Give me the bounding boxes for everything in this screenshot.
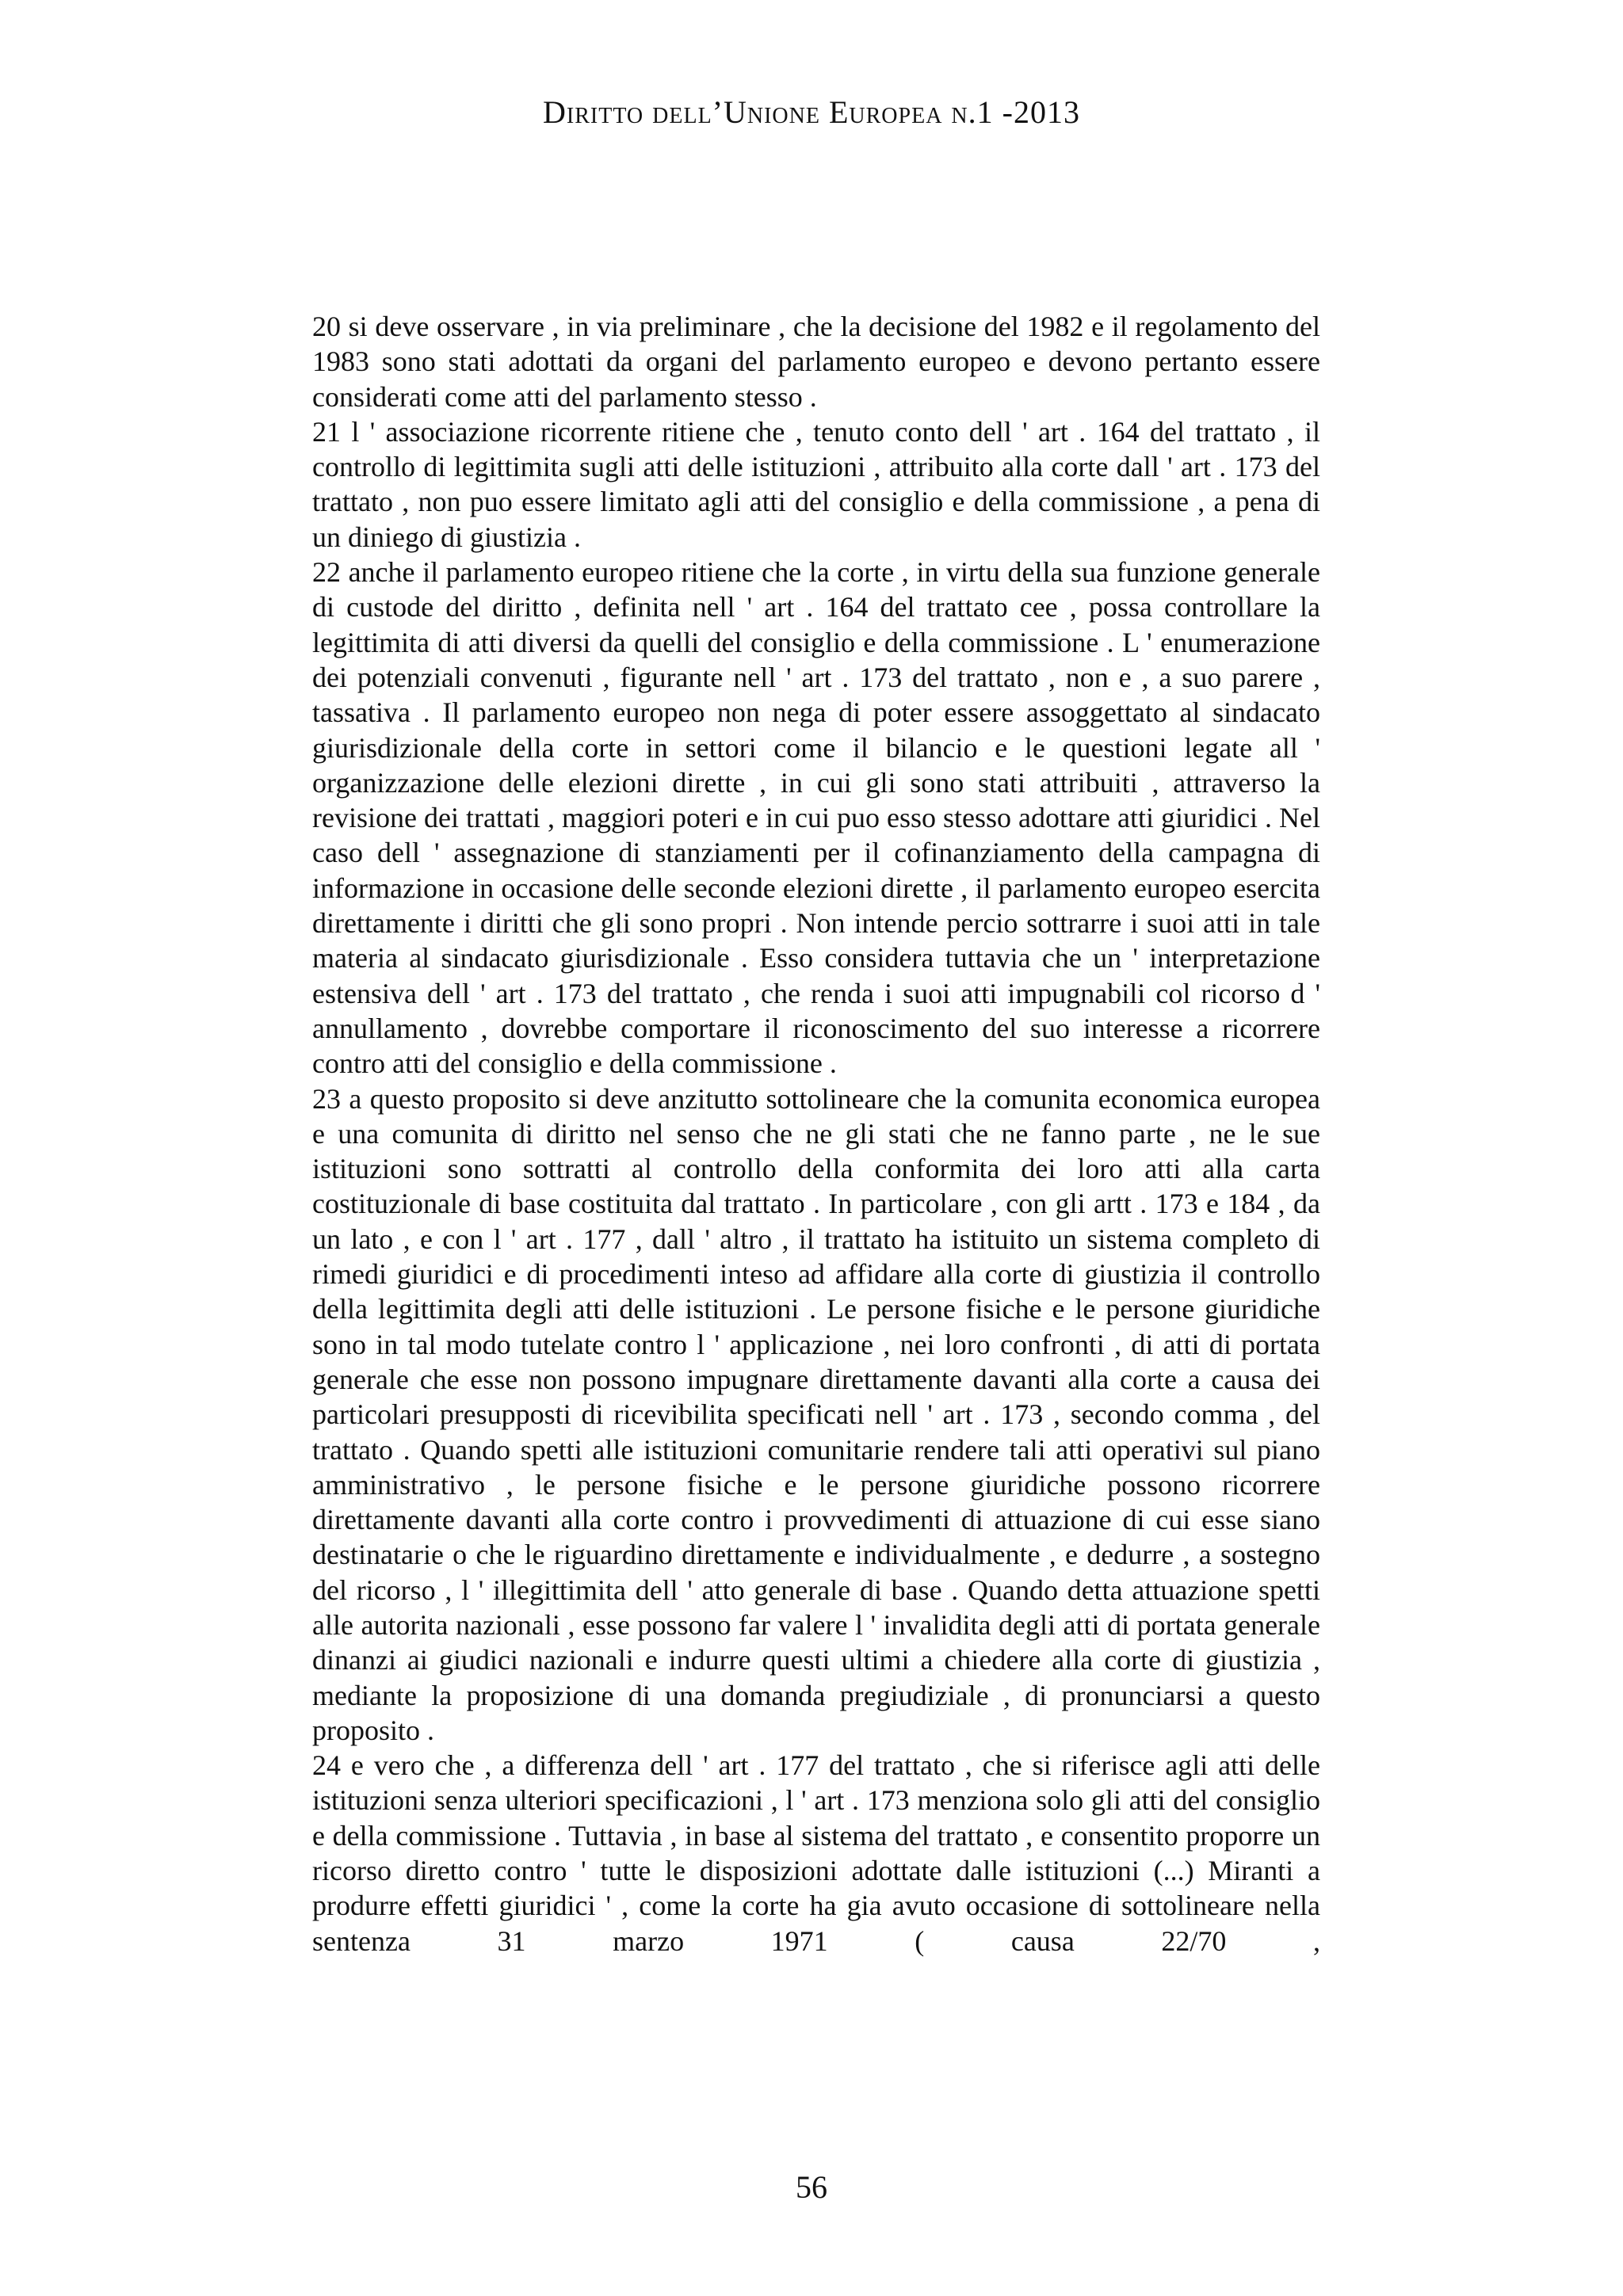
paragraph-20: 20 si deve osservare , in via preliminare , che la decisione del 1982 e il regolamento del 1983 sono stati adottati da organi del parlamento europeo e devono pertanto essere considerati come atti del parlamento stesso . — [312, 311, 1320, 413]
paragraph-24: 24 e vero che , a differenza dell ' art . 177 del trattato , che si riferisce agli atti delle istituzioni senza ulteriori specificazioni , l ' art . 173 menziona solo gli atti del consiglio e della commissione . Tuttavia , in base al sistema del trattato , e consentito proporre un ricorso diretto contro ' tutte le disposizioni adottate dalle istituzioni (...) Miranti a produrre effetti giuridici ' , come la corte ha gia avuto occasione di sottolineare nella sentenza 31 marzo 1971 ( causa 22/70 , — [312, 1749, 1320, 1957]
body-text — [312, 309, 1320, 1958]
page-number: 56 — [796, 2169, 827, 2205]
paragraph-21: 21 l ' associazione ricorrente ritiene che , tenuto conto dell ' art . 164 del trattato , il controllo di legittimita sugli atti delle istituzioni , attribuito alla corte dall ' art . 173 del trattato , non puo essere limitato agli atti del consiglio e della commissione , a pena di un diniego di giustizia . — [312, 415, 1320, 553]
paragraph-23: 23 a questo proposito si deve anzitutto sottolineare che la comunita economica europea e una comunita di diritto nel senso che ne gli stati che ne fanno parte , ne le sue istituzioni sono sottratti al controllo della conformita dei loro atti alla carta costituzionale di base costituita dal trattato . In particolare , con gli artt . 173 e 184 , da un lato , e con l ' art . 177 , dall ' altro , il trattato ha istituito un sistema completo di rimedi giuridici e di procedimenti inteso ad affidare alla corte di giustizia il controllo della legittimita degli atti delle istituzioni . Le persone fisiche e le persone giuridiche sono in tal modo tutelate contro l ' applicazione , nei loro confronti , di atti di portata generale che esse non possono impugnare direttamente davanti alla corte a causa dei particolari presupposti di ricevibilita specificati nell ' art . 173 , secondo comma , del trattato . Quando spetti alle istituzioni comunitarie rendere tali atti operativi sul piano amministrativo , le persone fisiche e le persone giuridiche possono ricorrere direttamente davanti alla corte contro i provvedimenti di attuazione di cui esse siano destinatarie o che le riguardino direttamente e individualmente , e dedurre , a sostegno del ricorso , l ' illegittimita dell ' atto generale di base . Quando detta attuazione spetti alle autorita nazionali , esse possono far valere l ' invalidita degli atti di portata generale dinanzi ai giudici nazionali e indurre questi ultimi a chiedere alla corte di giustizia , mediante la proposizione di una domanda pregiudiziale , di pronunciarsi a questo proposito . — [312, 1082, 1320, 1746]
running-header: Diritto dell’Unione Europea n.1 -2013 — [543, 94, 1080, 130]
paragraph-22: 22 anche il parlamento europeo ritiene che la corte , in virtu della sua funzione generale di custode del diritto , definita nell ' art . 164 del trattato cee , possa controllare la legittimita di atti diversi da quelli del consiglio e della commissione . L ' enumerazione dei potenziali convenuti , figurante nell ' art . 173 del trattato , non e , a suo parere , tassativa . Il parlamento europeo non nega di poter essere assoggettato al sindacato giurisdizionale della corte in settori come il bilancio e le questioni legate all ' organizzazione delle elezioni dirette , in cui gli sono stati attribuiti , attraverso la revisione dei trattati , maggiori poteri e in cui puo esso stesso adottare atti giuridici . Nel caso dell ' assegnazione di stanziamenti per il cofinanziamento della campagna di informazione in occasione delle seconde elezioni dirette , il parlamento europeo esercita direttamente i diritti che gli sono propri . Non intende percio sottrarre i suoi atti in tale materia al sindacato giurisdizionale . Esso considera tuttavia che un ' interpretazione estensiva dell ' art . 173 del trattato , che renda i suoi atti impugnabili col ricorso d ' annullamento , dovrebbe comportare il riconoscimento del suo interesse a ricorrere contro atti del consiglio e della commissione . — [312, 556, 1320, 1080]
